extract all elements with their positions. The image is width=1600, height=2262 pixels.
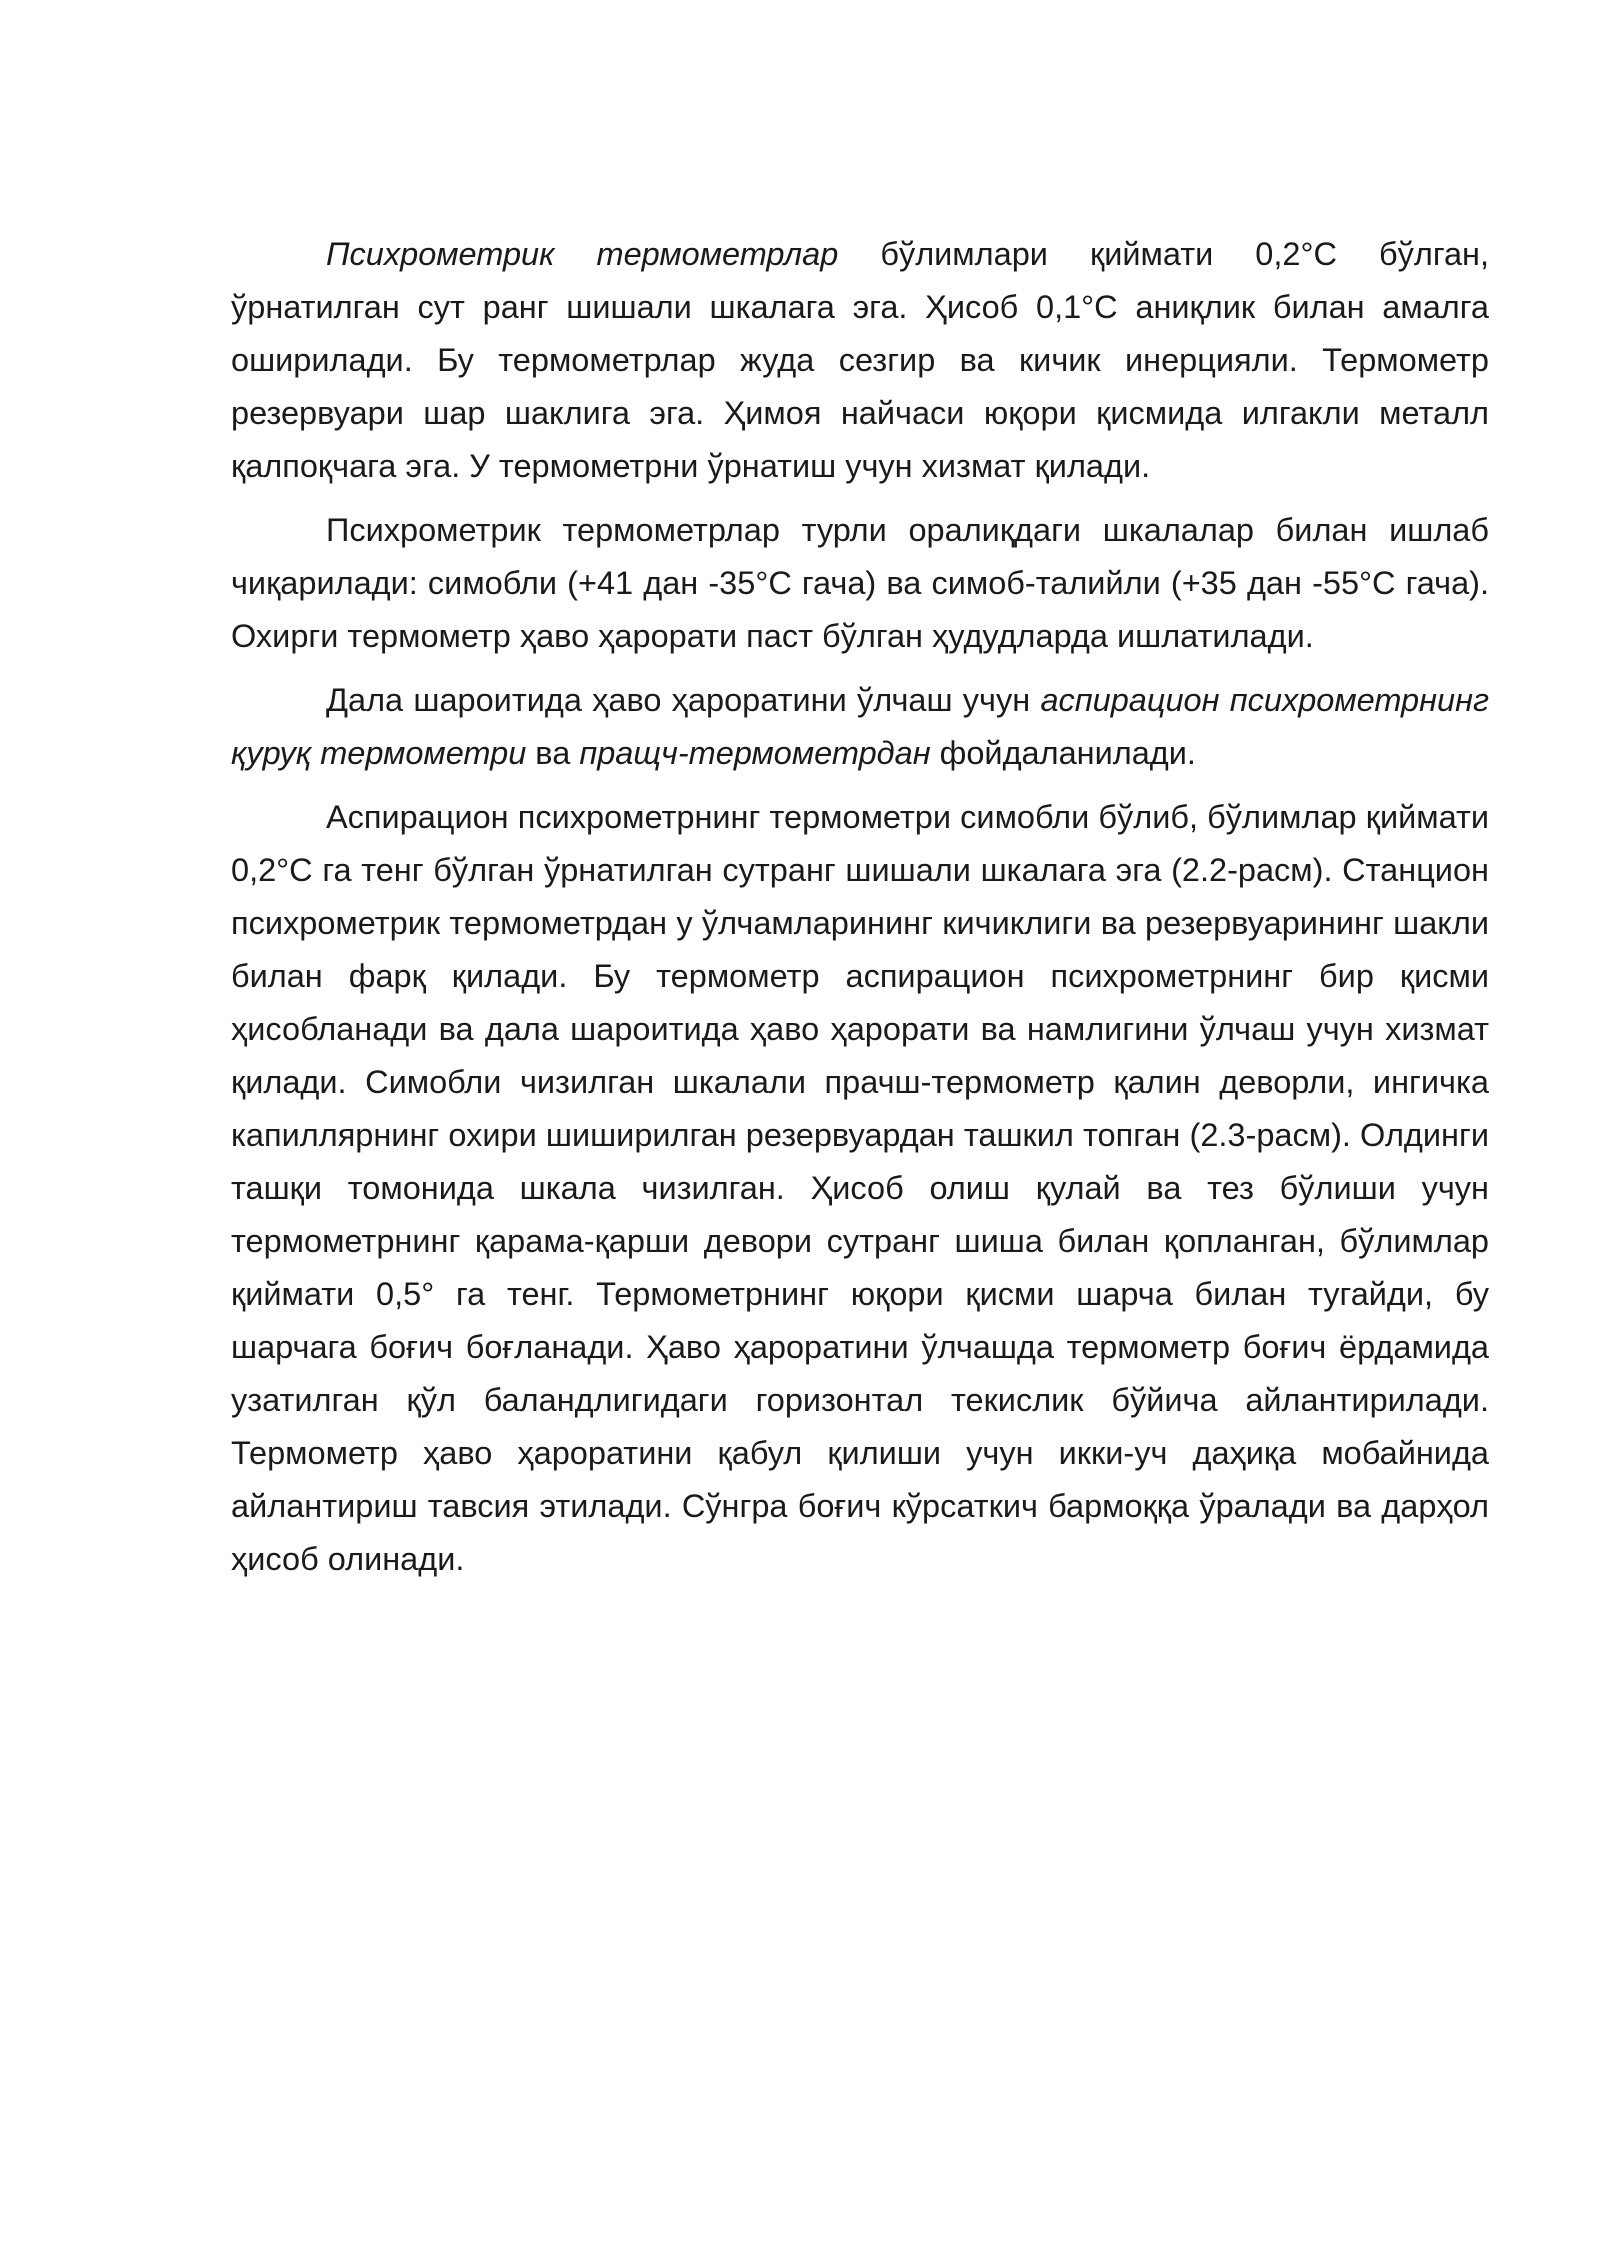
- paragraph-4: [231, 791, 1489, 1586]
- paragraph-1: [231, 228, 1489, 493]
- paragraph-3-run-4: пращч-термометрдан: [579, 735, 931, 771]
- paragraph-1-run-2: бўлимлари қиймати 0,2°С бўлган, ўрнатилган сут ранг шишали шкалага эга. Ҳисоб 0,1°С аниқлик билан амалга оширилади. Бу термометрлар жуда сезгир ва кичик инерцияли. Термометр резервуари шар шаклига эга. Ҳимоя найчаси юқори қисмида илгакли металл қалпоқчага эга. У термометрни ўрнатиш учун хизмат қилади.: [231, 236, 1490, 484]
- document-body: [231, 228, 1489, 1586]
- paragraph-3-run-1: Дала шароитида ҳаво ҳароратини ўлчаш учун: [326, 682, 1041, 718]
- paragraph-2-run-1: Психрометрик термометрлар турли оралиқдаги шкалалар билан ишлаб чиқарилади: симобли (+41 дан -35°С гача) ва симоб-талийли (+35 дан -55°С гача). Охирги термометр ҳаво ҳарорати паст бўлган ҳудудларда ишлатилади.: [231, 512, 1489, 654]
- paragraph-4-run-1: Аспирацион психрометрнинг термометри симобли бўлиб, бўлимлар қиймати 0,2°С га тенг бўлган ўрнатилган сутранг шишали шкалага эга (2.2-расм). Станцион психрометрик термометрдан у ўлчамларининг кичиклиги ва резервуарининг шакли билан фарқ қилади. Бу термометр аспирацион психрометрнинг бир қисми ҳисобланади ва дала шароитида ҳаво ҳарорати ва намлигини ўлчаш учун хизмат қилади. Симобли чизилган шкалали прачш-термометр қалин деворли, ингичка капиллярнинг охири шиширилган резервуардан ташкил топган (2.3-расм). Олдинги ташқи томонида шкала чизилган. Ҳисоб олиш қулай ва тез бўлиши учун термометрнинг қарама-қарши девори сутранг шиша билан қопланган, бўлимлар қиймати 0,5° га тенг. Термометрнинг юқори қисми шарча билан тугайди, бу шарчага боғич боғланади. Ҳаво ҳароратини ўлчашда термометр боғич ёрдамида узатилган қўл баландлигидаги горизонтал текислик бўйича айлантирилади. Термометр ҳаво ҳароратини қабул қилиши учун икки-уч даҳиқа мобайнида айлантириш тавсия этилади. Сўнгра боғич кўрсаткич бармоққа ўралади ва дарҳол ҳисоб олинади.: [231, 799, 1489, 1577]
- paragraph-3-run-5: фойдаланилади.: [930, 735, 1196, 771]
- paragraph-2: [231, 504, 1489, 663]
- paragraph-1-run-1: Психрометрик термометрлар: [326, 236, 839, 272]
- paragraph-3-run-3: ва: [526, 735, 580, 771]
- paragraph-3-run-2: аспирацион психрометрнинг қуруқ термометри: [231, 682, 1489, 771]
- paragraph-3: [231, 674, 1489, 780]
